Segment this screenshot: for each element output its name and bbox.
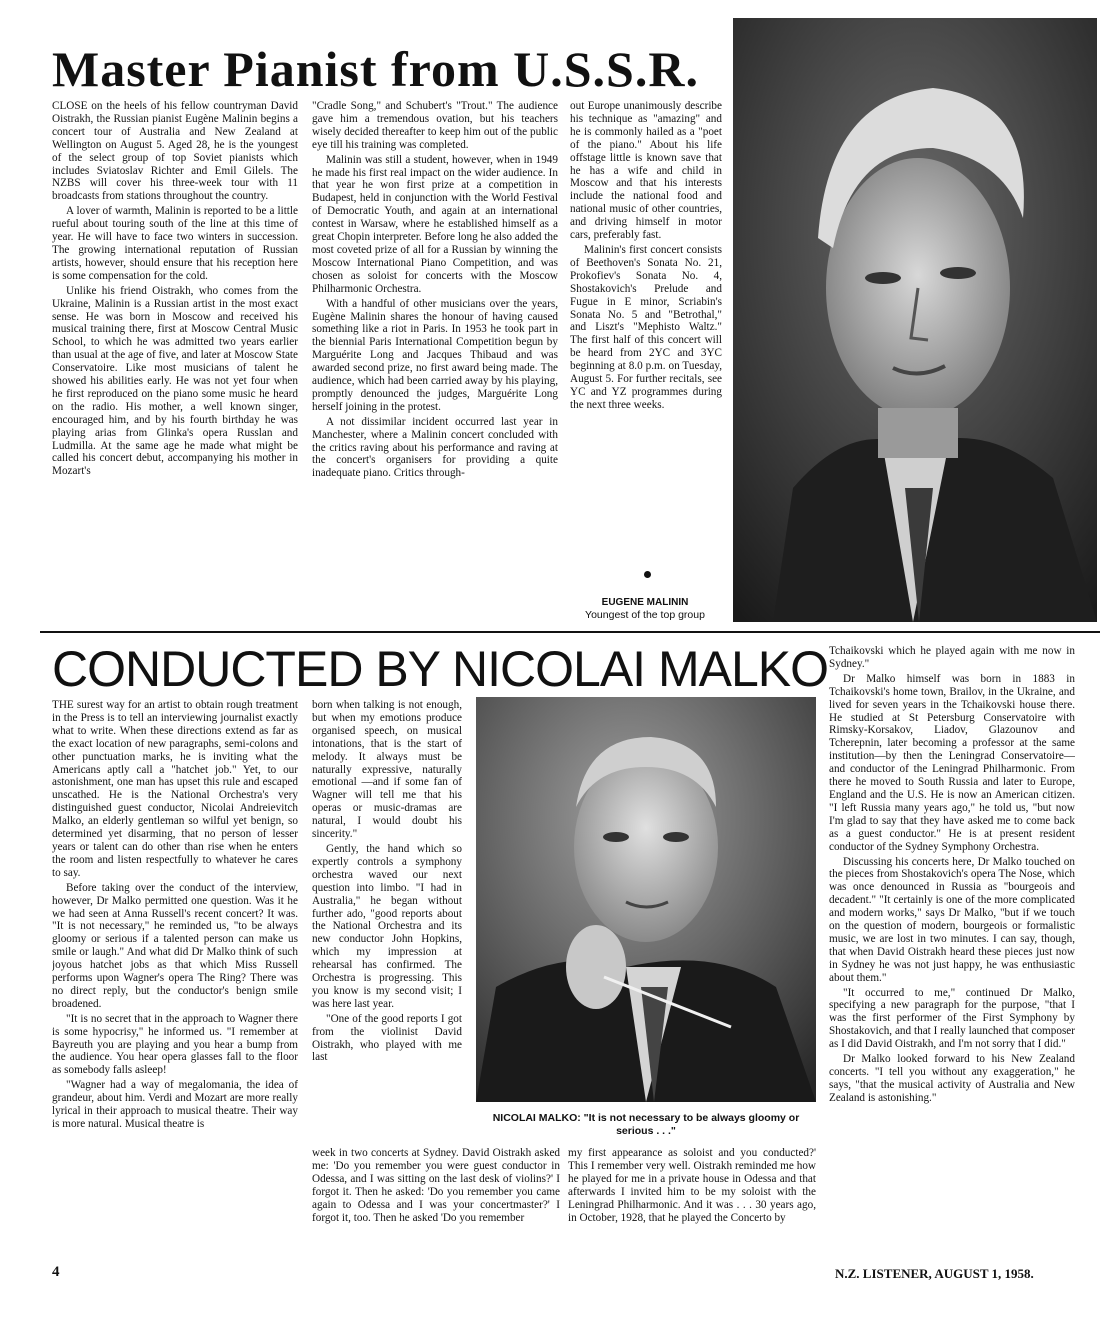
paragraph: A lover of warmth, Malinin is reported to be a little rueful about touring south of the line at this time of year. He will have to face two winters in succession. The growing international reputation of Russian artists, however, should ensure that his reception here is some compensation for the cold. <box>52 205 298 282</box>
paragraph: "It is no secret that in the approach to Wagner there is some hypocrisy," he informed us. "I remember at Bayreuth you are playing and you hear a bump from the audience. You hear opera glasses fall to the floor as somebody falls asleep! <box>52 1012 298 1077</box>
photo-caption-malko: NICOLAI MALKO: "It is not necessary to be always gloomy or serious . . ." <box>492 1112 800 1137</box>
paragraph: Discussing his concerts here, Dr Malko touched on the pieces from Shostakovich's opera The Nose, which was once denounced in Russia as "bourgeois and decadent." "It certainly is one of the more complicated and modern works," says Dr Malko, "but if we touch on the question of modern, bourgeois or formalistic music, we are lost in two minutes. I can say, though, that when David Oistrakh heard these pieces just now in Sydney he was not just happy, he was enthusiastic about them." <box>829 855 1075 984</box>
article1-column-1 <box>52 100 298 622</box>
photo-caption-name: EUGENE MALININ <box>601 597 689 608</box>
paragraph: "It occurred to me," continued Dr Malko, specifying a new paragraph for the purpose, "that I was the first performer of the First Symphony by Shostakovich, and that I really launched that composer as I did David Oistrakh, and I'm not sorry that I did." <box>829 986 1075 1051</box>
paragraph: Unlike his friend Oistrakh, who comes from the Ukraine, Malinin is a Russian artist in the most exact sense. He was born in Moscow and received his musical training there, first at Moscow Central Music School, to which he was admitted two years earlier than usual at the age of five, and later at Moscow State Conservatoire. Like most musicians of talent he showed his abilities early. He was not yet four when he first reproduced on the piano some music he heard on the radio. His mother, a well known singer, encouraged him, and by his fourth birthday he was playing arias from Glinka's opera Russlan and Ludmilla. At the same age he made what might be called his concert debut, accompanying his mother in Mozart's <box>52 284 298 478</box>
article2-column-2 <box>312 699 462 1149</box>
paragraph: Before taking over the conduct of the interview, however, Dr Malko permitted one question. Was it he we had seen at Anna Russell's recent concert? It was. "It is not necessary," he reminded us, "to be always gloomy or serious if a talented person can make us smile or laugh." And what did Dr Malko think of such joyous hatchet jobs as that which Miss Russell performs upon Wagner's opera The Ring? There was no direct reply, but the conductor's benign smile broadened. <box>52 881 298 1010</box>
article2-column-4 <box>829 645 1075 1261</box>
paragraph: Dr Malko himself was born in 1883 in Tchaikovski's home town, Brailov, in the Ukraine, and lived for seven years in the Tchaikovski house there. He studied at St Petersburg Conservatoire with Rimsky-Korsakov, Liadov, Glazounov and Tcherepnin, later becoming a professor at the same institution—by then the Leningrad Conservatoire—and conductor of the Leningrad Philharmonic. From there he moved to South Russia and later to Europe, England and the U.S. He is now an American citizen. "I left Russia many years ago," he told us, "but now I'm glad to say that they have asked me to come back as a guest conductor." He is at present resident conductor of the Sydney Symphony Orchestra. <box>829 672 1075 853</box>
paragraph: "One of the good reports I got from the violinist David Oistrakh, who played with me last <box>312 1012 462 1064</box>
headline-master-pianist: Master Pianist from U.S.S.R. <box>52 41 699 97</box>
paragraph: With a handful of other musicians over the years, Eugène Malinin shares the honour of having caused something like a riot in Paris. In 1953 he took part in the biennial Paris International Competition begun by Marguérite Long and Jacques Thibaud and was awarded second prize, no first award being made. The audience, which had been carried away by his playing, promptly denounced the judges, Marguérite Long herself joining in the protest. <box>312 297 558 413</box>
paragraph: Gently, the hand which so expertly controls a symphony orchestra waved our next question into limbo. "I had in Australia," he began without further ado, "good reports about the National Orchestra and its new conductor John Hopkins, which my impression at rehearsal has confirmed. The Orchestra is progressing. This you know is my second visit; I was here last year. <box>312 842 462 1010</box>
paragraph: my first appearance as soloist and you conducted?' This I remember very well. Oistrakh reminded me how he played for me in a private house in Odessa and that afterwards I invited him to be my soloist with the Leningrad Philharmonic. And it was . . . 30 years ago, in October, 1928, that he played the Concerto by <box>568 1147 816 1224</box>
article1-column-3 <box>570 100 722 560</box>
paragraph: Dr Malko looked forward to his New Zealand concerts. "I tell you without any exaggeration," he says, "that the musical activity of Australia and New Zealand is astonishing." <box>829 1053 1075 1104</box>
paragraph: A not dissimilar incident occurred last year in Manchester, where a Malinin concert concluded with the critics raving about his performance and raving at the concert's organisers for providing a quite inadequate piano. Critics through- <box>312 415 558 480</box>
photo-caption-subtitle: Youngest of the top group <box>585 609 705 621</box>
paragraph: Tchaikovski which he played again with me now in Sydney." <box>829 645 1075 670</box>
paragraph: Malinin was still a student, however, when in 1949 he made his first real impact on the wider audience. In that year he won first prize at a competition in Budapest, held in conjunction with the World Festival of Democratic Youth, and again at an international contest in Warsaw, where he established himself as a great Chopin interpreter. Before long he also added the most coveted prize of all for a Russian by winning the Moscow International Piano Competition, and was chosen as soloist for concerts with the Moscow Philharmonic Orchestra. <box>312 153 558 295</box>
paragraph: "Wagner had a way of megalomania, the idea of grandeur, about him. Verdi and Mozart are more really lyrical in their approach to musical theatre. Their way is more natural. Musical theatre is <box>52 1079 298 1130</box>
paragraph: Malinin's first concert consists of Beethoven's Sonata No. 21, Prokofiev's Sonata No. 4, Shostakovich's Prelude and Fugue in E minor, Scriabin's Sonata No. 5 and "Betrothal," and Liszt's "Mephisto Waltz." The first half of this concert will be heard from 2YC and 3YC beginning at 8.0 p.m. on Tuesday, August 5. For further recitals, see YC and YZ programmes during the next three weeks. <box>570 243 722 411</box>
headline-conducted-by-malko: CONDUCTED BY NICOLAI MALKO <box>52 641 829 697</box>
portrait-image <box>733 18 1097 622</box>
portrait-photo-malinin <box>733 18 1097 622</box>
portrait-photo-malko <box>476 697 816 1102</box>
divider-rule <box>40 631 1100 633</box>
publication-footer: N.Z. LISTENER, AUGUST 1, 1958. <box>835 1266 1034 1281</box>
paragraph: THE surest way for an artist to obtain rough treatment in the Press is to tell an interviewing journalist exactly what to write. When these directions extend as far as the exact location of new paragraphs, semi-colons and other punctuation marks, he is inviting what the Americans aptly call a "hatchet job." Yet, to our astonishment, one man has upset this rule and escaped unscathed. He is the National Orchestra's very distinguished guest conductor, Nicolai Andreievitch Malko, an elderly gentleman so wilful yet benign, so determined yet disarming, that no person of lesser years or talent can do other than rise when he enters the room and listen respectfully to whatever he cares to say. <box>52 699 298 879</box>
article2-bottom-column-a <box>312 1147 560 1259</box>
page-number: 4 <box>52 1264 60 1280</box>
article2-column-1 <box>52 699 298 1259</box>
article2-bottom-column-b <box>568 1147 816 1259</box>
paragraph: "Cradle Song," and Schubert's "Trout." The audience gave him a tremendous ovation, but his teachers wisely decided thereafter to keep him out of the public eye till his training was completed. <box>312 100 558 151</box>
portrait-image <box>476 697 816 1102</box>
article1-column-2 <box>312 100 558 622</box>
paragraph: CLOSE on the heels of his fellow countryman David Oistrakh, the Russian pianist Eugène Malinin begins a concert tour of Australia and New Zealand at Wellington on August 5. Aged 28, he is the youngest of the select group of top Soviet pianists which includes Sviatoslav Richter and Emil Gilels. The NZBS will cover his three-week tour with 11 broadcasts from stations throughout the country. <box>52 100 298 203</box>
paragraph: born when talking is not enough, but when my emotions produce organised speech, on musical intonations, that is the start of melody. It always must be naturally expressive, naturally emotional —and if some fan of Wagner will tell me that his operas or music-dramas are natural, I would doubt his sincerity." <box>312 699 462 841</box>
bullet-ornament <box>644 571 651 578</box>
paragraph: out Europe unanimously describe his technique as "amazing" and he is commonly hailed as a "poet of the piano." About his life offstage little is known save that he has a wife and child in Moscow and that his interests include the national food and national music of other countries, and driving himself in motor cars, preferably fast. <box>570 100 722 242</box>
paragraph: week in two concerts at Sydney. David Oistrakh asked me: 'Do you remember you were guest conductor in Odessa, and I was sitting on the last desk of violins?' I forgot it. Then he asked: 'Do you remember you came again to Odessa and I was your concertmaster?' I forgot it, too. Then he asked 'Do you remember <box>312 1147 560 1224</box>
